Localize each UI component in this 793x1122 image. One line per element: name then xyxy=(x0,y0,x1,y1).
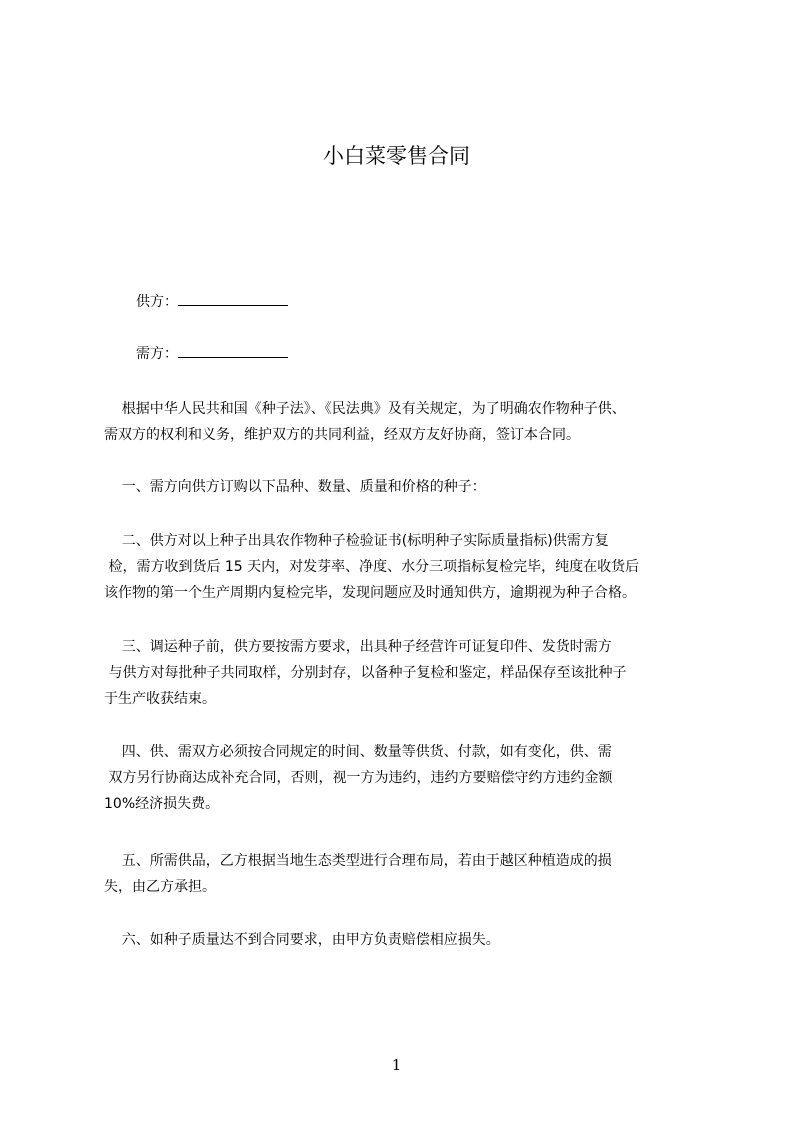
buyer-label: 需方： xyxy=(136,346,178,362)
paragraph-line: 一、需方向供方订购以下品种、数量、质量和价格的种子： xyxy=(104,479,486,495)
buyer-line xyxy=(136,343,288,364)
supplier-label: 供方： xyxy=(136,294,178,310)
paragraph-clause-2 xyxy=(104,528,699,606)
document-title: 小白菜零售合同 xyxy=(323,144,470,168)
paragraph-line: 失，由乙方承担。 xyxy=(104,879,216,895)
paragraph-line: 根据中华人民共和国《种子法》、《民法典》及有关规定，为了明确农作物种子供、 xyxy=(104,401,626,417)
paragraph-line: 四、供、需双方必须按合同规定的时间、数量等供货、付款，如有变化，供、需 xyxy=(104,744,612,760)
paragraph-line: 双方另行协商达成补充合同，否则，视一方为违约，违约方要赔偿守约方违约金额 xyxy=(104,770,613,786)
paragraph-line: 该作物的第一个生产周期内复检完毕，发现问题应及时通知供方，逾期视为种子合格。 xyxy=(104,585,636,601)
paragraph-clause-3 xyxy=(104,634,699,712)
paragraph-line: 六、如种子质量达不到合同要求，由甲方负责赔偿相应损失。 xyxy=(104,932,500,948)
paragraph-line: 与供方对每批种子共同取样，分别封存，以备种子复检和鉴定，样品保存至该批种子 xyxy=(104,665,627,681)
paragraph-clause-1 xyxy=(104,474,699,500)
paragraph-line: 三、调运种子前，供方要按需方要求，出具种子经营许可证复印件、发货时需方 xyxy=(104,639,612,655)
supplier-line xyxy=(136,291,288,312)
paragraph-line: 需双方的权利和义务，维护双方的共同利益，经双方友好协商，签订本合同。 xyxy=(104,427,580,443)
paragraph-line: 二、供方对以上种子出具农作物种子检验证书(标明种子实际质量指标)供需方复 xyxy=(104,533,609,549)
supplier-blank xyxy=(178,291,288,306)
paragraph-line: 于生产收获结束。 xyxy=(104,691,216,707)
paragraph-preamble xyxy=(104,396,699,448)
paragraph-clause-6 xyxy=(104,927,699,953)
paragraph-line: 检，需方收到货后 15 天内，对发芽率、净度、水分三项指标复检完毕，纯度在收货后 xyxy=(104,559,640,575)
paragraph-clause-4 xyxy=(104,739,699,817)
paragraph-line: 10%经济损失费。 xyxy=(104,796,220,812)
buyer-blank xyxy=(178,343,288,358)
paragraph-clause-5 xyxy=(104,848,699,900)
paragraph-line: 五、所需供品，乙方根据当地生态类型进行合理布局，若由于越区种植造成的损 xyxy=(104,853,612,869)
page-number: 1 xyxy=(391,1056,402,1074)
